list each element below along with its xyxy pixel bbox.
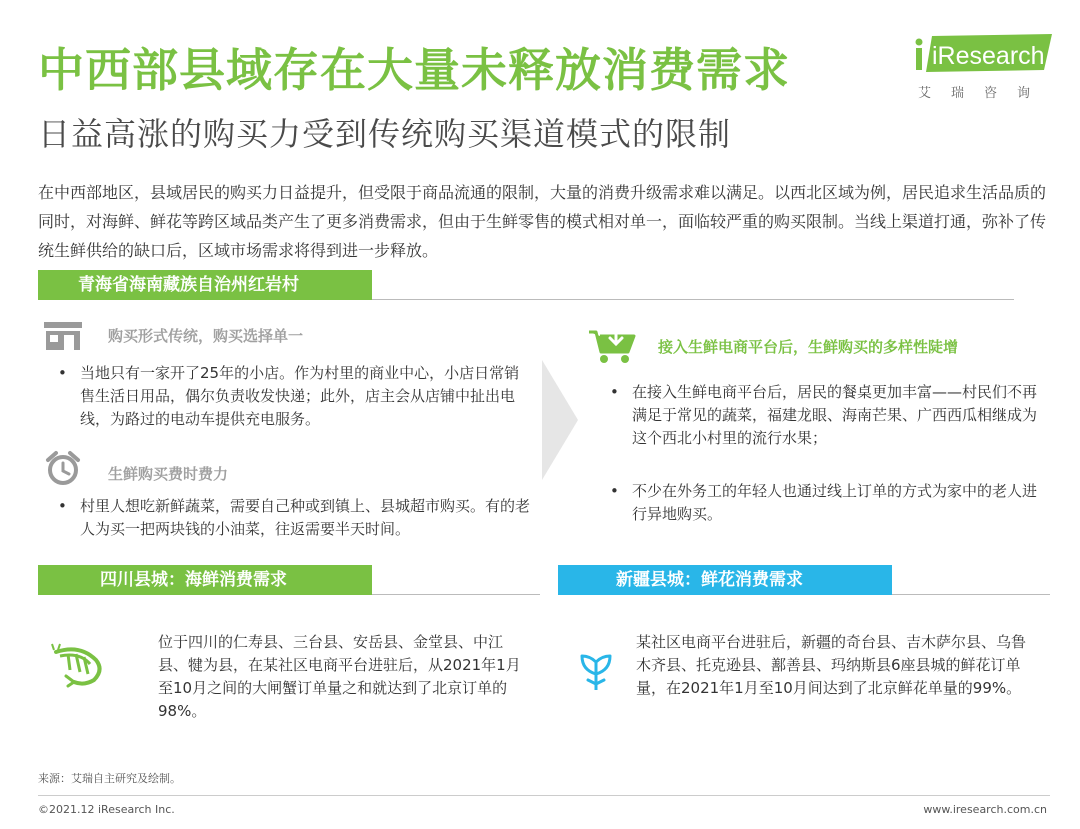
bullet-dot: • bbox=[610, 383, 619, 401]
bullet-item bbox=[58, 362, 526, 431]
store-icon bbox=[42, 320, 84, 352]
qinghai-banner: 青海省海南藏族自治州红岩村 bbox=[38, 270, 372, 300]
remote-purchase-text: 不少在外务工的年轻人也通过线上订单的方式为家中的老人进行异地购买。 bbox=[632, 482, 1038, 523]
logo-wordmark-graphic bbox=[912, 34, 1052, 74]
xinjiang-flower-text: 某社区电商平台进驻后，新疆的奇台县、吉木萨尔县、乌鲁木齐县、托克逊县、鄯善县、玛纳斯县6座县城的鲜花订单量，在2021年1月至10月间达到了北京鲜花单量的99%。 bbox=[636, 633, 1027, 697]
website-url: www.iresearch.com.cn bbox=[923, 803, 1047, 816]
iresearch-logo bbox=[912, 34, 1052, 102]
copyright: ©2021.12 iResearch Inc. bbox=[38, 803, 175, 816]
ecommerce-diversity-heading: 接入生鲜电商平台后，生鲜购买的多样性陡增 bbox=[658, 338, 959, 356]
source-note: 来源：艾瑞自主研究及绘制。 bbox=[38, 772, 181, 785]
logo-tagline: 艾瑞咨询 bbox=[918, 86, 1051, 101]
page-title: 中西部县域存在大量未释放消费需求 bbox=[38, 43, 790, 97]
flower-icon bbox=[576, 646, 616, 694]
footer-divider bbox=[38, 795, 1050, 796]
xinjiang-banner: 新疆县城：鲜花消费需求 bbox=[558, 565, 892, 595]
bullet-item bbox=[58, 495, 538, 541]
intro-paragraph: 在中西部地区，县域居民的购买力日益提升，但受限于商品流通的限制，大量的消费升级需求难以满足。以西北区域为例，居民追求生活品质的同时，对海鲜、鲜花等跨区域品类产生了更多消费需求，但由于生鲜零售的模式相对单一，面临较严重的购买限制。当线上渠道打通，弥补了传统生鲜供给的缺口后，区域市场需求将得到进一步释放。 bbox=[38, 183, 1047, 260]
alarm-clock-icon bbox=[44, 450, 82, 486]
page-subtitle: 日益高涨的购买力受到传统购买渠道模式的限制 bbox=[38, 115, 732, 153]
bullet-item bbox=[610, 480, 1040, 526]
sichuan-banner-rule bbox=[372, 594, 540, 595]
sichuan-seafood-text: 位于四川的仁寿县、三台县、安岳县、金堂县、中江县、犍为县，在某社区电商平台进驻后，从2021年1月至10月之间的大闸蟹订单量之和就达到了北京订单的98%。 bbox=[158, 633, 521, 720]
logo-wordmark: iResearch bbox=[932, 42, 1045, 70]
arrow-right-icon bbox=[540, 360, 580, 480]
bullet-dot: • bbox=[58, 364, 67, 382]
shopping-cart-icon bbox=[588, 326, 636, 364]
fresh-vegetable-text: 村里人想吃新鲜蔬菜，需要自己种或到镇上、县城超市购买。有的老人为买一把两块钱的小油菜，往返需要半天时间。 bbox=[80, 497, 531, 538]
traditional-purchase-heading: 购买形式传统，购买选择单一 bbox=[108, 327, 304, 345]
bullet-item bbox=[610, 381, 1040, 450]
small-shop-text: 当地只有一家开了25年的小店。作为村里的商业中心，小店日常销售生活日用品，偶尔负责收发快递；此外，店主会从店铺中扯出电线，为路过的电动车提供充电服务。 bbox=[80, 364, 520, 428]
fresh-purchase-heading: 生鲜购买费时费力 bbox=[108, 465, 229, 483]
sichuan-banner: 四川县城：海鲜消费需求 bbox=[38, 565, 372, 595]
bullet-dot: • bbox=[58, 497, 67, 515]
qinghai-banner-rule bbox=[372, 299, 1014, 300]
bullet-dot: • bbox=[610, 482, 619, 500]
richer-table-text: 在接入生鲜电商平台后，居民的餐桌更加丰富——村民们不再满足于常见的蔬菜，福建龙眼、海南芒果、广西西瓜相继成为这个西北小村里的流行水果； bbox=[632, 383, 1038, 447]
shrimp-icon bbox=[50, 642, 108, 688]
xinjiang-banner-rule bbox=[892, 594, 1050, 595]
